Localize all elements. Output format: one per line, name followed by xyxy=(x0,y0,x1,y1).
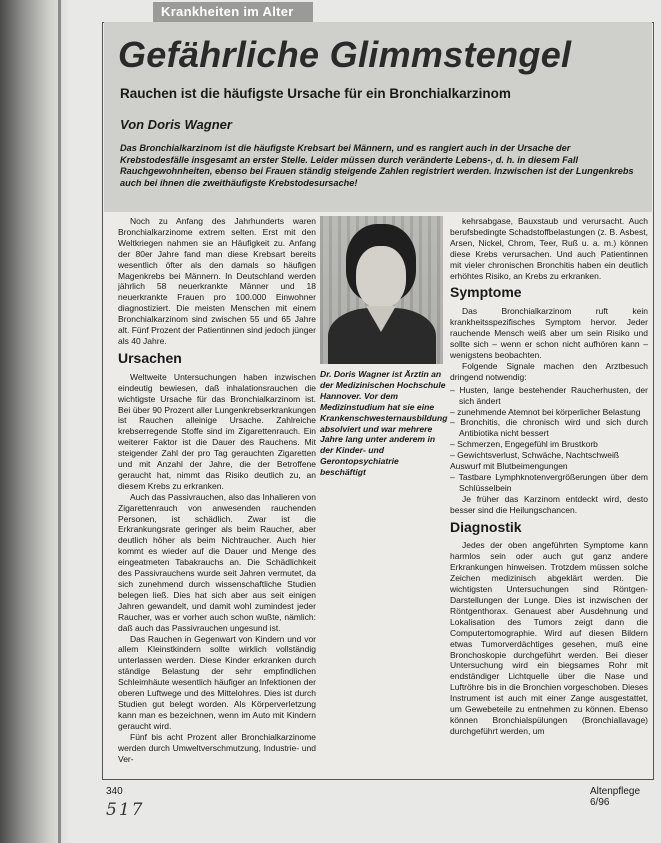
heading-ursachen: Ursachen xyxy=(118,349,182,366)
list-item: Auswurf mit Blutbeimengungen xyxy=(450,461,568,472)
paragraph: Das Bronchialkarzinom ruft kein krankheitsspezifisches Symptom hervor. Jeder rauchende Mensch weiß aber um sein Risiko und sollte sich – wenn er schon nicht aufhören kann – wenigstens beobachten. xyxy=(450,306,648,360)
list-item: – Gewichtsverlust, Schwäche, Nachtschweiß xyxy=(450,450,620,461)
paragraph: Weltweite Untersuchungen haben inzwischen eindeutig bewiesen, daß inhalationsrauchen die wichtigste Ursache für das Bronchialkarzinom ist. Bei über 90 Prozent aller Lungenkrebserkrankungen ist Rauchen alleinige Ursache. Zahlreiche krebserregende Stoffe sind im Zigarettenrauch. Ein weiterer Faktor ist die Dauer des Rauchens. Mit steigender Zahl der pro Tag gerauchten Zigaretten und mit Anzahl der Jahre, die der Betroffene geraucht hat, nimmt das Risiko deutlich zu, an diesem Krebs zu erkranken. xyxy=(118,371,316,491)
paragraph: Folgende Signale machen den Arztbesuch dringend notwendig: xyxy=(450,360,648,382)
list-item: – Bronchitis, die chronisch wird und sich durch Antibiotika nicht bessert xyxy=(450,417,648,439)
portrait-face xyxy=(356,246,406,308)
paragraph: Je früher das Karzinom entdeckt wird, desto besser sind die Heilungschancen. xyxy=(450,493,648,515)
list-item: – zunehmende Atemnot bei körperlicher Belastung xyxy=(450,406,641,417)
section-label: Krankheiten im Alter xyxy=(153,2,313,22)
page-number: 340 xyxy=(106,786,123,797)
list-item: – Tastbare Lymphknotenvergrößerungen über dem Schlüsselbein xyxy=(450,471,648,493)
paragraph: kehrsabgase, Bauxstaub und verursacht. Auch berufsbedingte Schadstoffbelastungen (z. B. Asbest, Arsen, Nickel, Chrom, Teer, Ruß u. a. m.) können diese Krebs verursachen. Und auch Patientinnen mit vieler chronischen Bronchitis haben ein deutlich erhöhtes Risiko, an Krebs zu erkranken. xyxy=(450,216,648,281)
paragraph: Fünf bis acht Prozent aller Bronchialkarzinome werden durch Umweltverschmutzung, Industrie- und Ver- xyxy=(118,731,316,764)
paragraph: Das Rauchen in Gegenwart von Kindern und vor allem Kleinstkindern sollte wirklich vollständig unterlassen werden. Diese Kinder erkranken durch ständige Belastung der sehr empfindlichen Schleimhäute wesentlich häufiger an Infektionen der oberen Luftwege und des Mittelohres. Dies ist durch Studien gut belegt worden. Als Körperverletzung kann man es bezeichnen, wenn im Auto mit Kindern geraucht wird. xyxy=(118,633,316,731)
paragraph: Auch das Passivrauchen, also das Inhalieren von Zigarettenrauch von anwesenden rauchenden Personen, ist schädlich. Zwar ist die Erkrankungsrate geringer als beim Raucher, aber deutlich höher als beim Nichtraucher. Auch hier kommt es wieder auf die Dauer und Menge des eingeatmeten Tabakrauchs an. Die Schädlichkeit des Passivrauchens wurde seit Jahren vermutet, da sich zunehmend durch wissenschaftliche Studien belegen ließ. Dies hat sich aber aus seit einigen Jahren gewandelt, und damit wohl zumindest jeder Raucher, was er vorher auch schon wußte, nämlich: daß auch das Passivrauchen ungesund ist. xyxy=(118,491,316,633)
article-author: Von Doris Wagner xyxy=(120,117,232,132)
article-title: Gefährliche Glimmstengel xyxy=(118,34,572,75)
heading-diagnostik: Diagnostik xyxy=(450,518,522,535)
list-item: – Husten, lange bestehender Raucherhusten, der sich ändert xyxy=(450,384,648,406)
author-photo xyxy=(320,216,443,364)
photo-caption: Dr. Doris Wagner ist Ärztin an der Medizinischen Hochschule Hannover. Vor dem Medizinstudium hat sie eine Krankenschwesternausbildung absolviert und war mehrere Jahre lang unter anderem in der Kinder- und Gerontopsychiatrie beschäftigt xyxy=(320,369,448,478)
lead-paragraph: Das Bronchialkarzinom ist die häufigste Krebsart bei Männern, und es rangiert auch in der Ursache der Krebstodesfälle insgesamt an erster Stelle. Leider müssen durch veränderte Lebens-, d. h. in diesem Fall Rauchgewohnheiten, ebenso bei Frauen ständig steigende Zahlen registriert werden. Inzwischen ist der Lungenkrebs auch bei ihnen die zweithäufigste Krebstodesursache! xyxy=(120,143,634,188)
heading-symptome: Symptome xyxy=(450,284,522,301)
paragraph: Jedes der oben angeführten Symptome kann harmlos sein oder auch gut ganz andere Erkrankungen hinweisen. Trotzdem müssen solche Zeichen medizinisch abgeklärt werden. Die wichtigsten Untersuchungen sind Röntgen-Darstellungen der Lunge. Dies ist inzwischen der Röntgenthorax. Genauest aber Ausdehnung und Lokalisation des Tumors zeigt dann die Computertomographie. Wird auf diesen Bildern etwas Tumorverdächtiges gesehen, muß eine Bronchoskopie durchgeführt werden. Bei dieser Untersuchung wird ein biegsames Rohr mit endständiger Lichtquelle über die Nase und Luftröhre bis in die Bronchien vorgeschoben. Dieses Instrument ist auch mit einer Zange ausgestattet, um Gewebeteile zu entnehmen zu können. Ebenso können Bronchialspülungen (Bronchiallavage) durchgeführt werden, um xyxy=(450,540,648,736)
list-item: – Schmerzen, Engegefühl im Brustkorb xyxy=(450,439,598,450)
journal-issue: Altenpflege 6/96 xyxy=(590,786,641,808)
column-left xyxy=(118,216,316,764)
article-subtitle: Rauchen ist die häufigste Ursache für ein Bronchialkarzinom xyxy=(120,86,511,101)
paragraph: Noch zu Anfang des Jahrhunderts waren Bronchialkarzinome extrem selten. Erst mit den Weltkriegen nahmen sie an Häufigkeit zu. Anfang der 80er Jahre fand man diese Krebsart bereits wesentlich öfter als den damals so häufigen Magenkrebs bei Männern. In Deutschland werden jährlich 58 neuerkrankte Männer und 18 neuerkrankte Frauen pro 100.000 Einwohner diagnostiziert. Die meisten Menschen mit einem Bronchialkarzinom sind zwischen 55 und 65 Jahre alt. Fünf Prozent der Patientinnen sind jedoch jünger als 40 Jahre. xyxy=(118,216,316,346)
page-fold-edge xyxy=(58,0,61,843)
handwritten-note: 517 xyxy=(106,800,145,820)
column-right xyxy=(450,216,648,737)
symptom-list xyxy=(450,385,648,494)
